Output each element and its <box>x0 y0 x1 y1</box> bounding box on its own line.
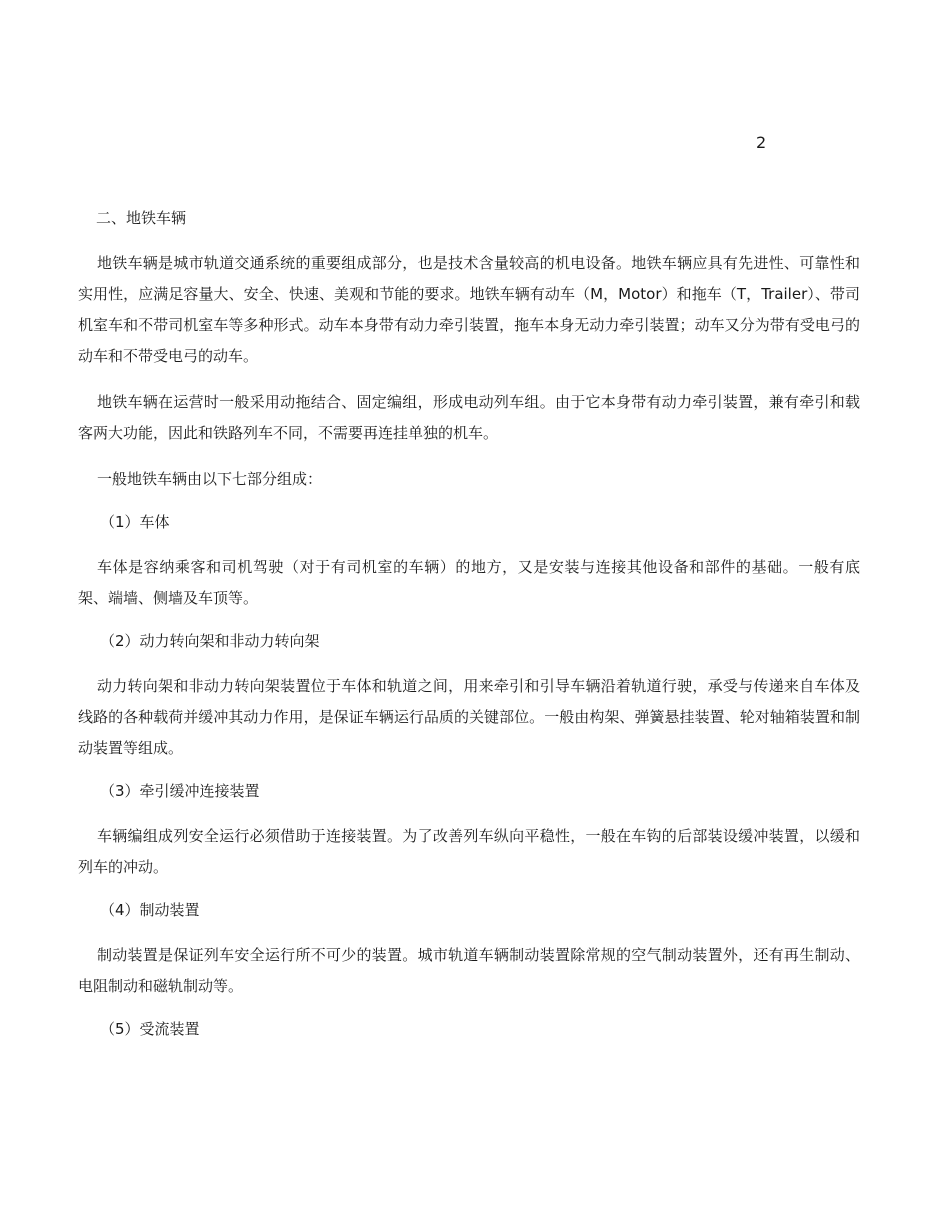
item-text-bogie: 动力转向架和非动力转向架装置位于车体和轨道之间，用来牵引和引导车辆沿着轨道行驶，承受与传递来自车体及线路的各种载荷并缓冲其动力作用，是保证车辆运行品质的关键部位。一般由构架、弹簧悬挂装置、轮对轴箱装置和制动装置等组成。 <box>78 677 860 757</box>
item-heading-brake: （4）制动装置 <box>100 901 200 919</box>
item-heading-current-collector: （5）受流装置 <box>100 1020 200 1038</box>
section-title: 二、地铁车辆 <box>96 209 187 227</box>
paragraph-operation: 地铁车辆在运营时一般采用动拖结合、固定编组，形成电动列车组。由于它本身带有动力牵引装置，兼有牵引和载客两大功能，因此和铁路列车不同，不需要再连挂单独的机车。 <box>78 393 860 442</box>
item-heading-car-body: （1）车体 <box>100 513 170 531</box>
item-heading-coupler: （3）牵引缓冲连接装置 <box>100 782 260 800</box>
item-text-coupler: 车辆编组成列安全运行必须借助于连接装置。为了改善列车纵向平稳性，一般在车钩的后部装设缓冲装置，以缓和列车的冲动。 <box>78 827 860 876</box>
document-body <box>78 206 860 1059</box>
item-text-brake: 制动装置是保证列车安全运行所不可少的装置。城市轨道车辆制动装置除常规的空气制动装置外，还有再生制动、电阻制动和磁轨制动等。 <box>78 946 860 995</box>
item-heading-bogie: （2）动力转向架和非动力转向架 <box>100 632 320 650</box>
item-text-car-body: 车体是容纳乘客和司机驾驶（对于有司机室的车辆）的地方，又是安装与连接其他设备和部件的基础。一般有底架、端墙、侧墙及车顶等。 <box>78 558 860 607</box>
page-number: 2 <box>756 133 767 152</box>
paragraph-intro: 地铁车辆是城市轨道交通系统的重要组成部分，也是技术含量较高的机电设备。地铁车辆应具有先进性、可靠性和实用性，应满足容量大、安全、快速、美观和节能的要求。地铁车辆有动车（M，Motor）和拖车（T，Trailer）、带司机室车和不带司机室车等多种形式。动车本身带有动力牵引装置，拖车本身无动力牵引装置；动车又分为带有受电弓的动车和不带受电弓的动车。 <box>78 254 860 365</box>
paragraph-composition: 一般地铁车辆由以下七部分组成： <box>97 470 323 488</box>
